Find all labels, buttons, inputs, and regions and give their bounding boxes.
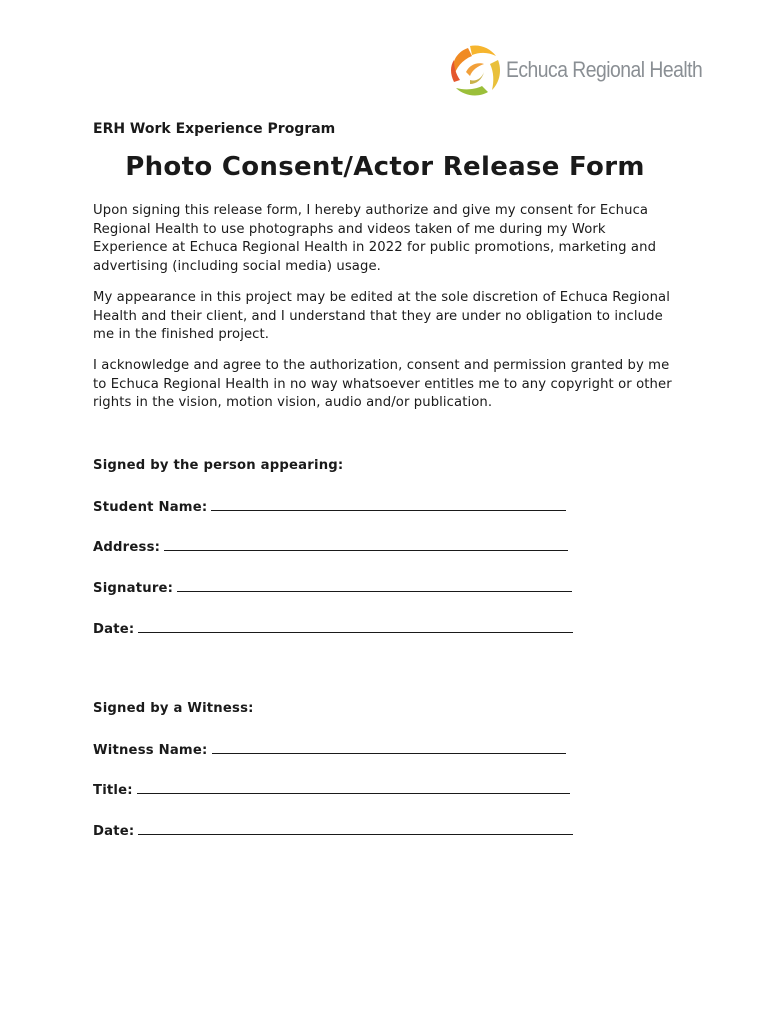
- acknowledgement-paragraph: I acknowledge and agree to the authorization, consent and permission granted by me to Echuca Regional Health in no way whatsoever entitles me to any copyright or other rights in the vision, motion vision, audio and/or publication.: [93, 358, 672, 411]
- witness-name-field[interactable]: [93, 741, 566, 758]
- address-line[interactable]: [164, 538, 568, 551]
- witness-section-heading: Signed by a Witness:: [93, 701, 254, 716]
- witness-date-line[interactable]: [138, 822, 573, 835]
- field-label: Date:: [93, 824, 135, 839]
- program-label: ERH Work Experience Program: [93, 121, 336, 137]
- field-label: Student Name:: [93, 500, 208, 515]
- organization-logo: [446, 42, 703, 98]
- field-label: Date:: [93, 622, 135, 637]
- leaf-wreath-logo-icon: [446, 42, 504, 98]
- signature-line[interactable]: [177, 579, 572, 592]
- page-title: Photo Consent/Actor Release Form: [125, 152, 645, 182]
- student-name-field[interactable]: [93, 498, 566, 515]
- signature-field[interactable]: [93, 579, 572, 596]
- date-line[interactable]: [138, 620, 573, 633]
- date-field[interactable]: [93, 620, 573, 637]
- witness-name-line[interactable]: [212, 741, 566, 754]
- field-label: Witness Name:: [93, 743, 208, 758]
- editing-paragraph: My appearance in this project may be edited at the sole discretion of Echuca Regional Health and their client, and I understand that they are under no obligation to include me in the finished project.: [93, 290, 670, 343]
- organization-name: Echuca Regional Health: [506, 57, 703, 82]
- title-field[interactable]: [93, 781, 570, 798]
- field-label: Signature:: [93, 581, 174, 596]
- field-label: Title:: [93, 783, 133, 798]
- student-name-line[interactable]: [211, 498, 566, 511]
- title-line[interactable]: [137, 781, 570, 794]
- consent-paragraph: Upon signing this release form, I hereby authorize and give my consent for Echuca Regional Health to use photographs and videos taken of me during my Work Experience at Echuca Regional Health in 2022 for public promotions, marketing and advertising (including social media) usage.: [93, 203, 657, 274]
- field-label: Address:: [93, 540, 161, 555]
- person-section-heading: Signed by the person appearing:: [93, 458, 344, 473]
- address-field[interactable]: [93, 538, 568, 555]
- witness-date-field[interactable]: [93, 822, 573, 839]
